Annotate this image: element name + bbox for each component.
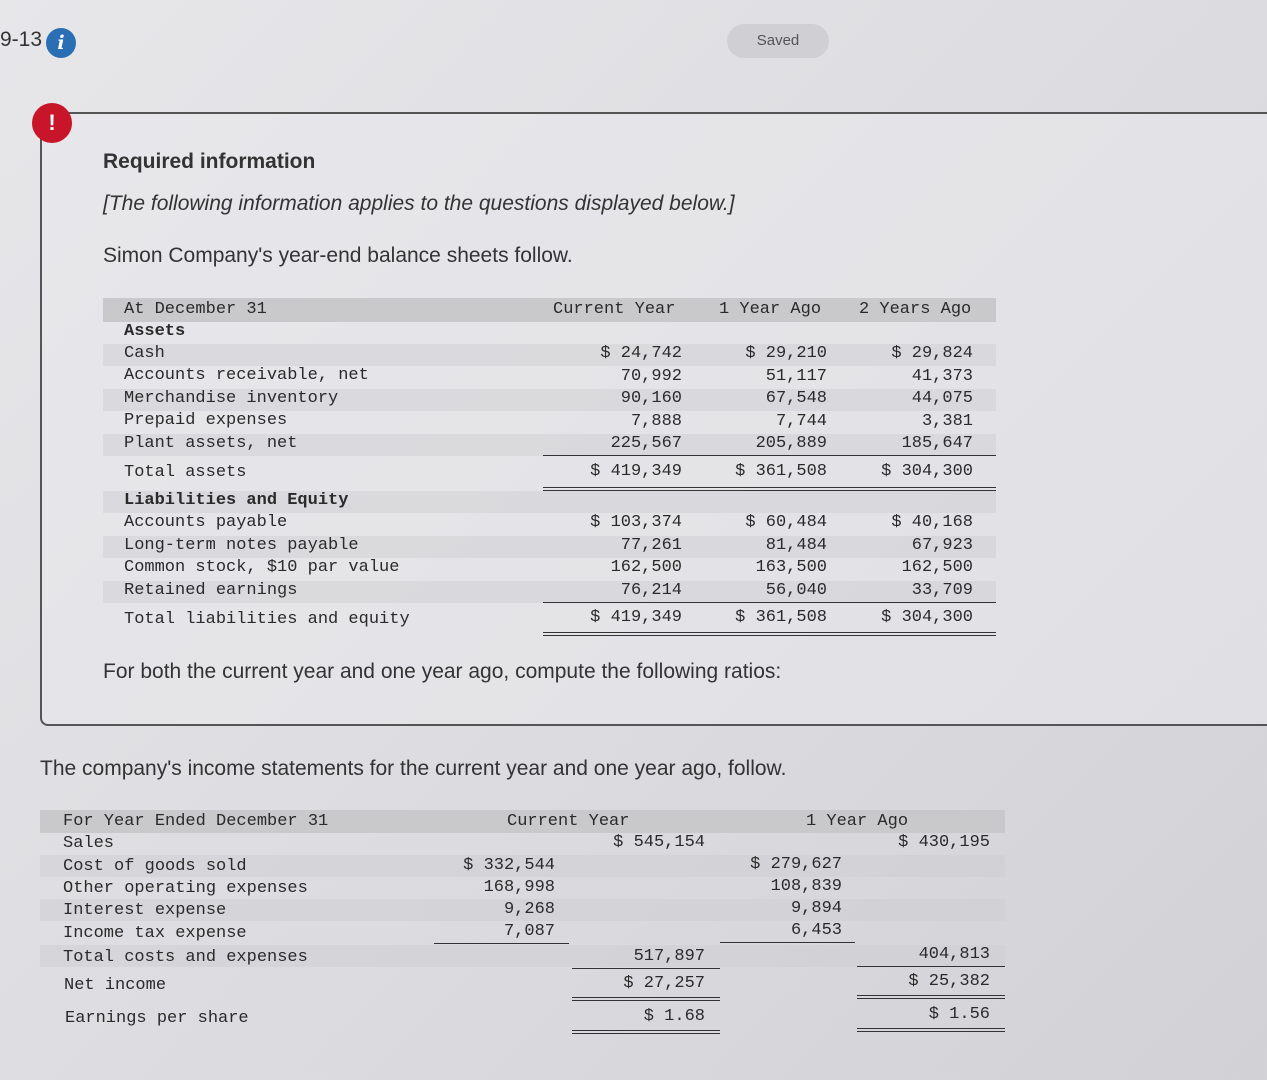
table-cell: 41,373 <box>911 367 973 386</box>
table-row-label: Earnings per share <box>65 1009 249 1028</box>
table-cell: $ 24,742 <box>600 344 682 363</box>
table-cell: $ 103,374 <box>590 513 682 532</box>
table-row-label: Total liabilities and equity <box>124 610 410 629</box>
table-row-label: Cash <box>124 344 165 363</box>
bs-assets-heading: Assets <box>124 322 186 341</box>
table-cell: $ 361,508 <box>735 462 827 481</box>
bs-header-2-years-ago: 2 Years Ago <box>859 300 972 319</box>
table-cell: 76,214 <box>620 581 682 600</box>
table-cell: 33,709 <box>911 581 973 600</box>
table-cell: 51,117 <box>765 367 827 386</box>
is-header-current-year: Current Year <box>507 812 630 831</box>
table-cell: $ 304,300 <box>881 608 973 627</box>
required-info-note: [The following information applies to the questions displayed below.] <box>103 192 735 215</box>
table-row-label: Merchandise inventory <box>124 389 339 408</box>
table-cell: 7,087 <box>503 922 555 941</box>
table-cell: $ 29,824 <box>891 344 973 363</box>
table-row-label: Retained earnings <box>124 581 298 600</box>
table-cell: 81,484 <box>765 536 827 555</box>
table-row-label: Total costs and expenses <box>63 948 308 967</box>
table-cell: 70,992 <box>620 367 682 386</box>
table-cell: $ 29,210 <box>745 344 827 363</box>
table-cell: 205,889 <box>755 434 827 453</box>
table-cell: $ 304,300 <box>881 462 973 481</box>
table-cell: $ 40,168 <box>891 513 973 532</box>
table-cell: $ 1.68 <box>643 1007 705 1026</box>
table-cell: 9,268 <box>503 900 555 919</box>
table-cell: 108,839 <box>770 877 842 896</box>
table-row-label: Cost of goods sold <box>63 857 247 876</box>
table-cell: $ 60,484 <box>745 513 827 532</box>
table-cell: $ 27,257 <box>623 974 705 993</box>
table-cell: $ 545,154 <box>613 833 705 852</box>
table-row-label: Long-term notes payable <box>124 536 359 555</box>
table-row-label: Total assets <box>124 463 247 482</box>
income-statement-intro: The company's income statements for the current year and one year ago, follow. <box>40 757 787 780</box>
table-cell: $ 332,544 <box>463 856 555 875</box>
ratios-prompt: For both the current year and one year ago, compute the following ratios: <box>103 660 782 683</box>
table-cell: $ 419,349 <box>590 608 682 627</box>
saved-status: Saved <box>727 24 829 58</box>
exclamation-icon: ! <box>32 103 72 143</box>
info-icon[interactable]: i <box>46 28 76 58</box>
table-cell: 225,567 <box>610 434 682 453</box>
required-info-title: Required information <box>103 150 316 173</box>
table-cell: $ 1.56 <box>928 1005 990 1024</box>
table-row-label: Common stock, $10 par value <box>124 558 400 577</box>
table-cell: 44,075 <box>911 389 973 408</box>
table-cell: 163,500 <box>755 558 827 577</box>
table-row-label: Interest expense <box>63 901 227 920</box>
table-cell: $ 25,382 <box>908 972 990 991</box>
table-cell: 67,548 <box>765 389 827 408</box>
table-cell: 56,040 <box>765 581 827 600</box>
table-cell: $ 361,508 <box>735 608 827 627</box>
table-cell: 90,160 <box>620 389 682 408</box>
table-row-label: Prepaid expenses <box>124 411 288 430</box>
table-cell: 6,453 <box>790 921 842 940</box>
table-cell: 7,888 <box>630 412 682 431</box>
balance-sheet-intro: Simon Company's year-end balance sheets follow. <box>103 244 573 267</box>
table-row-label: Accounts receivable, net <box>124 366 369 385</box>
bs-header-1-year-ago: 1 Year Ago <box>719 300 822 319</box>
table-cell: $ 279,627 <box>750 855 842 874</box>
table-cell: $ 430,195 <box>898 833 990 852</box>
is-header-label: For Year Ended December 31 <box>63 812 329 831</box>
table-cell: 517,897 <box>633 947 705 966</box>
table-row-label: Income tax expense <box>63 924 247 943</box>
table-cell: 67,923 <box>911 536 973 555</box>
table-row-label: Other operating expenses <box>63 879 308 898</box>
table-cell: 9,894 <box>790 899 842 918</box>
table-cell: 77,261 <box>620 536 682 555</box>
question-number: 9-13 <box>0 28 43 51</box>
table-row-label: Net income <box>64 976 167 995</box>
bs-header-current-year: Current Year <box>553 300 676 319</box>
table-cell: 168,998 <box>483 878 555 897</box>
is-header-1-year-ago: 1 Year Ago <box>806 812 909 831</box>
bs-header-label: At December 31 <box>124 300 267 319</box>
table-cell: 162,500 <box>901 558 973 577</box>
table-row-label: Plant assets, net <box>124 434 298 453</box>
table-cell: 3,381 <box>921 412 973 431</box>
table-row-label: Accounts payable <box>124 513 288 532</box>
bs-liabilities-heading: Liabilities and Equity <box>124 491 349 510</box>
table-cell: 404,813 <box>918 945 990 964</box>
table-cell: 162,500 <box>610 558 682 577</box>
table-cell: 185,647 <box>901 434 973 453</box>
table-cell: 7,744 <box>775 412 827 431</box>
table-row-label: Sales <box>63 834 115 853</box>
table-cell: $ 419,349 <box>590 462 682 481</box>
